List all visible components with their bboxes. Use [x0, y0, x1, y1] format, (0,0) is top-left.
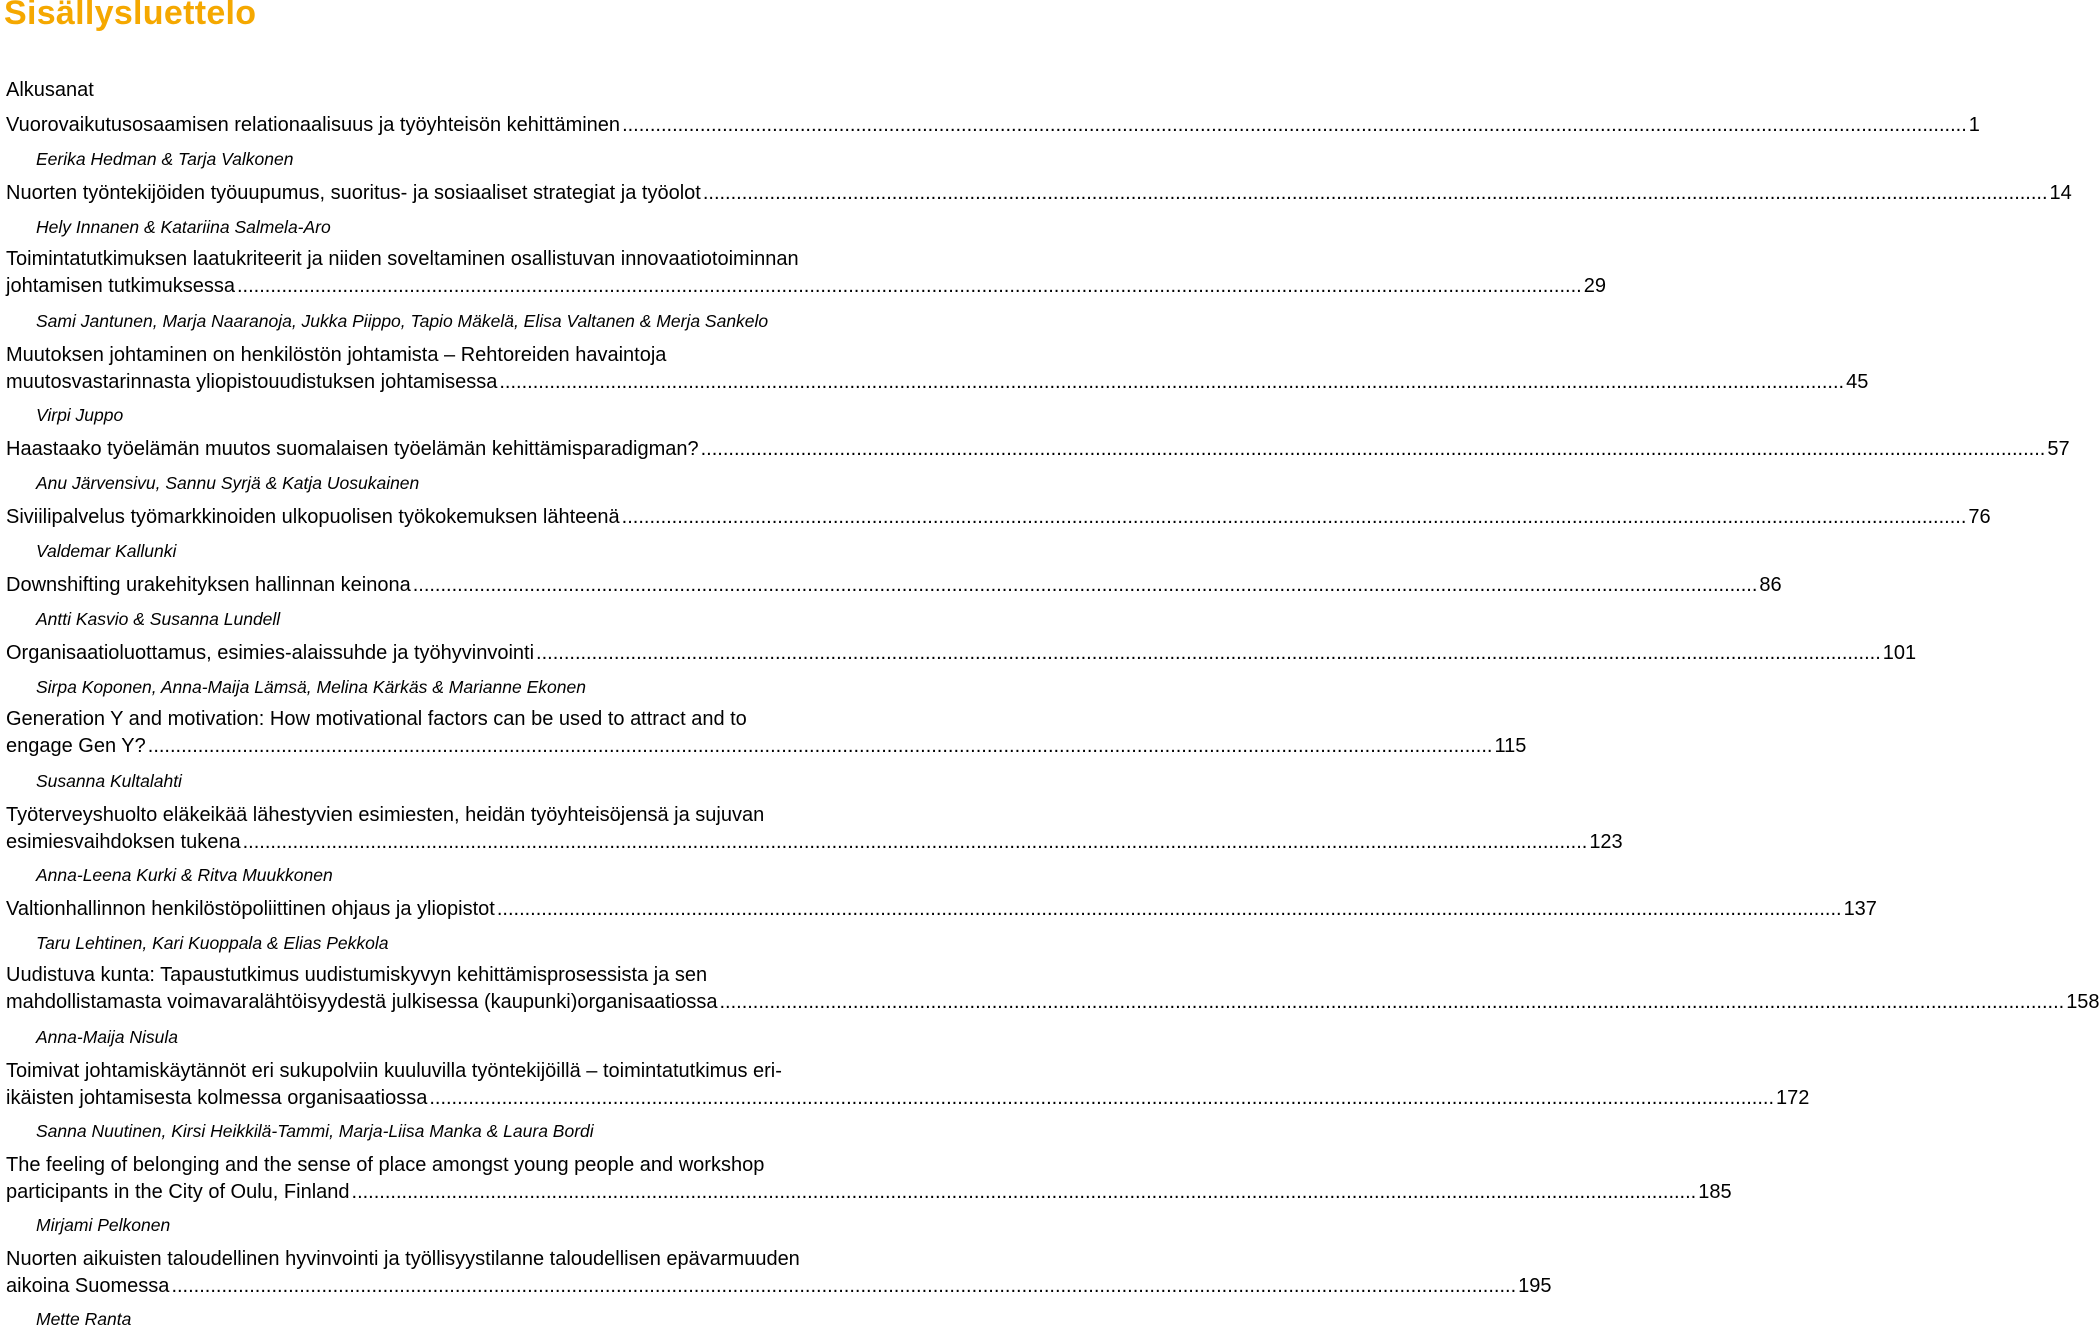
toc-entry-title[interactable]	[6, 504, 1991, 531]
toc-page-number: 115	[1494, 735, 1527, 757]
toc-page-number: 45	[1846, 371, 1869, 393]
toc-entry-title[interactable]	[6, 1246, 1552, 1300]
dot-leader: ..................................................................................................................................................................................................................................................	[147, 735, 1493, 757]
toc-title-line: Generation Y and motivation: How motivational factors can be used to attract and to	[6, 708, 747, 730]
dot-leader: ..................................................................................................................................................................................................................................................	[429, 1087, 1775, 1109]
toc-entry-title[interactable]	[6, 1058, 1810, 1112]
toc-entry-title[interactable]	[6, 802, 1623, 856]
page-title: Sisällysluettelo	[4, 0, 257, 32]
dot-leader: ..................................................................................................................................................................................................................................................	[236, 275, 1582, 297]
dot-leader: ..................................................................................................................................................................................................................................................	[536, 642, 1881, 664]
toc-title-text: Haastaako työelämän muutos suomalaisen työelämän kehittämisparadigman?	[6, 438, 699, 460]
toc-entry-authors: Sanna Nuutinen, Kirsi Heikkilä-Tammi, Marja-Liisa Manka & Laura Bordi	[36, 1121, 594, 1141]
toc-title-text: mahdollistamasta voimavaralähtöisyydestä julkisessa (kaupunki)organisaatiossa	[6, 991, 718, 1013]
toc-page-number: 29	[1583, 275, 1606, 297]
toc-entry-authors: Mirjami Pelkonen	[36, 1215, 171, 1235]
toc-entry-title[interactable]	[6, 1152, 1732, 1206]
dot-leader: ..................................................................................................................................................................................................................................................	[351, 1181, 1697, 1203]
toc-page-number: 172	[1776, 1087, 1810, 1109]
toc-title-text: ikäisten johtamisesta kolmessa organisaatiossa	[6, 1087, 428, 1109]
toc-entry-authors: Sami Jantunen, Marja Naaranoja, Jukka Piippo, Tapio Mäkelä, Elisa Valtanen & Merja Sankelo	[36, 311, 769, 331]
toc-page-number: 101	[1882, 642, 1917, 664]
toc-entry-title[interactable]	[6, 180, 2072, 207]
toc-page-number: 185	[1698, 1181, 1732, 1203]
toc-entry-authors: Hely Innanen & Katariina Salmela-Aro	[36, 217, 331, 237]
toc-entry-title[interactable]	[6, 896, 1877, 923]
toc-title-line: Muutoksen johtaminen on henkilöstön johtamista – Rehtoreiden havaintoja	[6, 344, 667, 366]
toc-entry-authors: Mette Ranta	[36, 1309, 132, 1329]
toc-title-text: Downshifting urakehityksen hallinnan keinona	[6, 574, 411, 596]
toc-page-number: 76	[1968, 506, 1991, 528]
dot-leader: ..................................................................................................................................................................................................................................................	[700, 438, 2046, 460]
toc-title-line: Nuorten aikuisten taloudellinen hyvinvointi ja työllisyystilanne taloudellisen epävarmuuden	[6, 1248, 800, 1270]
toc-title-text: johtamisen tutkimuksessa	[6, 275, 235, 297]
toc-entry-authors: Virpi Juppo	[36, 405, 124, 425]
toc-title-text: Vuorovaikutusosaamisen relationaalisuus ja työyhteisön kehittäminen	[6, 114, 621, 136]
dot-leader: ..................................................................................................................................................................................................................................................	[622, 114, 1967, 136]
toc-title-line: Työterveyshuolto eläkeikää lähestyvien esimiesten, heidän työyhteisöjensä ja sujuvan	[6, 804, 765, 826]
toc-entry-authors: Susanna Kultalahti	[36, 771, 182, 791]
toc-title-text: aikoina Suomessa	[6, 1275, 170, 1297]
dot-leader: ..................................................................................................................................................................................................................................................	[499, 371, 1845, 393]
toc-title-text: engage Gen Y?	[6, 735, 146, 757]
toc-entry-title[interactable]	[6, 640, 1917, 667]
toc-title-text: Nuorten työntekijöiden työuupumus, suoritus- ja sosiaaliset strategiat ja työolot	[6, 182, 701, 204]
toc-entry-title[interactable]	[6, 342, 1869, 396]
toc-entry-title[interactable]	[6, 246, 1606, 300]
toc-title-text: Siviilipalvelus työmarkkinoiden ulkopuolisen työkokemuksen lähteenä	[6, 506, 620, 528]
dot-leader: ..................................................................................................................................................................................................................................................	[702, 182, 2048, 204]
toc-page-number: 158	[2066, 991, 2100, 1013]
toc-page-number: 57	[2047, 438, 2070, 460]
toc-page-number: 195	[1518, 1275, 1552, 1297]
toc-entry-authors: Taru Lehtinen, Kari Kuoppala & Elias Pekkola	[36, 933, 389, 953]
toc-title-text: muutosvastarinnasta yliopistouudistuksen johtamisessa	[6, 371, 498, 393]
toc-page-number: 137	[1843, 898, 1877, 920]
toc-title-text: Organisaatioluottamus, esimies-alaissuhde ja työhyvinvointi	[6, 642, 535, 664]
toc-entry-authors: Anna-Maija Nisula	[36, 1027, 179, 1047]
dot-leader: ..................................................................................................................................................................................................................................................	[496, 898, 1842, 920]
toc-entry-authors: Sirpa Koponen, Anna-Maija Lämsä, Melina Kärkäs & Marianne Ekonen	[36, 677, 586, 697]
dot-leader: ..................................................................................................................................................................................................................................................	[719, 991, 2065, 1013]
toc-entry-title[interactable]	[6, 706, 1527, 760]
toc-title-text: participants in the City of Oulu, Finland	[6, 1181, 350, 1203]
dot-leader: ..................................................................................................................................................................................................................................................	[242, 831, 1588, 853]
toc-title-text: esimiesvaihdoksen tukena	[6, 831, 241, 853]
toc-page-number: 14	[2049, 182, 2072, 204]
preface-heading: Alkusanat	[6, 79, 94, 101]
toc-entry-authors: Antti Kasvio & Susanna Lundell	[36, 609, 281, 629]
toc-title-line: Toimintatutkimuksen laatukriteerit ja niiden soveltaminen osallistuvan innovaatiotoiminnan	[6, 248, 799, 270]
toc-title-text: Valtionhallinnon henkilöstöpoliittinen ohjaus ja yliopistot	[6, 898, 495, 920]
toc-entry-title[interactable]	[6, 962, 2100, 1016]
toc-entry-authors: Eerika Hedman & Tarja Valkonen	[36, 149, 294, 169]
toc-entry-authors: Anu Järvensivu, Sannu Syrjä & Katja Uosukainen	[36, 473, 420, 493]
dot-leader: ..................................................................................................................................................................................................................................................	[171, 1275, 1517, 1297]
toc-page-number: 86	[1759, 574, 1782, 596]
toc-entry-authors: Anna-Leena Kurki & Ritva Muukkonen	[36, 865, 333, 885]
toc-title-line: Toimivat johtamiskäytännöt eri sukupolviin kuuluvilla työntekijöillä – toimintatutkimus eri-	[6, 1060, 782, 1082]
toc-entry-title[interactable]	[6, 112, 1980, 139]
toc-title-line: The feeling of belonging and the sense of place amongst young people and workshop	[6, 1154, 765, 1176]
dot-leader: ..................................................................................................................................................................................................................................................	[412, 574, 1758, 596]
toc-page-number: 123	[1589, 831, 1623, 853]
dot-leader: ..................................................................................................................................................................................................................................................	[621, 506, 1967, 528]
toc-entry-title[interactable]	[6, 436, 2070, 463]
toc-page-number: 1	[1968, 114, 1980, 136]
toc-entry-authors: Valdemar Kallunki	[36, 541, 177, 561]
toc-title-line: Uudistuva kunta: Tapaustutkimus uudistumiskyvyn kehittämisprosessista ja sen	[6, 964, 708, 986]
toc-entry-title[interactable]	[6, 572, 1782, 599]
